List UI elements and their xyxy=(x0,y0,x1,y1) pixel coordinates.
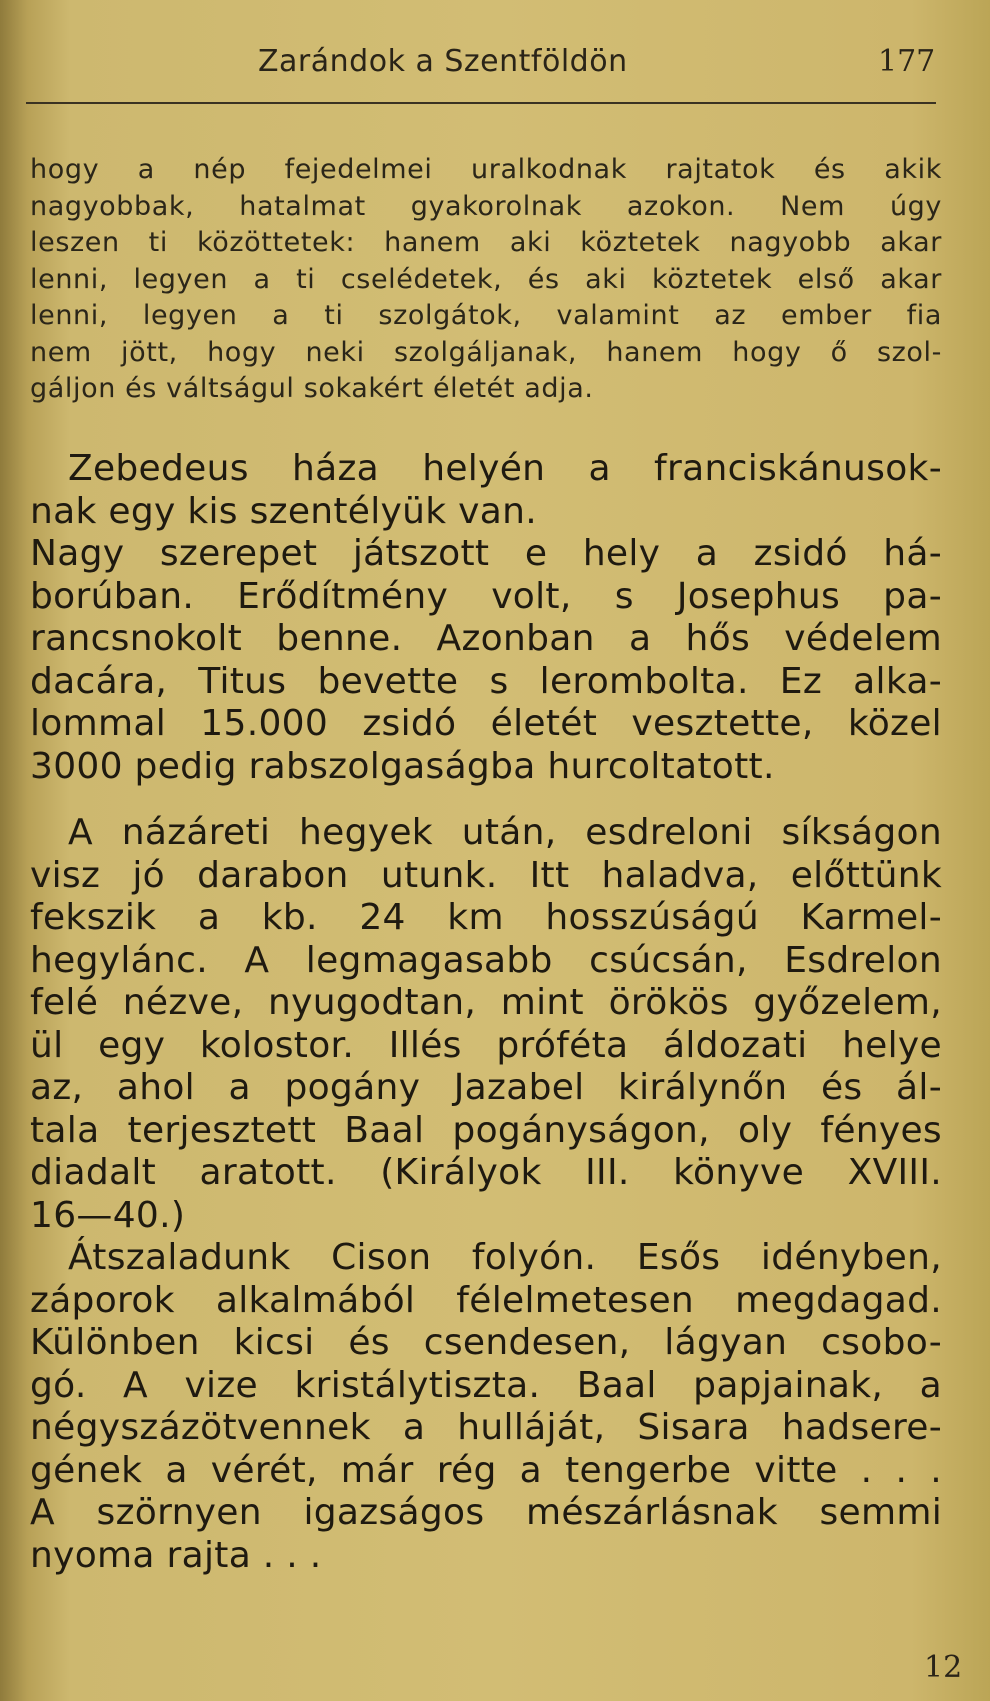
text-line: gó. A vize kristálytiszta. Baal papjainak, a xyxy=(30,1364,942,1406)
paragraph-zebedeus xyxy=(30,448,942,788)
text-line: nagyobbak, hatalmat gyakorolnak azokon. Nem úgy xyxy=(30,190,942,222)
text-line: Különben kicsi és csendesen, lágyan csobo- xyxy=(30,1322,942,1363)
text-line: nyoma rajta . . . xyxy=(30,1534,322,1576)
text-line: lenni, legyen a ti szolgátok, valamint az ember fia xyxy=(30,300,942,331)
running-title: Zarándok a Szentföldön xyxy=(258,44,628,79)
text-line: gáljon és váltságul sokakért életét adja. xyxy=(30,373,594,404)
text-line: A szörnyen igazságos mészárlásnak semmi xyxy=(30,1492,942,1533)
text-line: fekszik a kb. 24 km hosszúságú Karmel- xyxy=(30,897,942,938)
text-line: ül egy kolostor. Illés próféta áldozati helye xyxy=(30,1024,942,1066)
text-line: nak egy kis szentélyük van. xyxy=(30,490,537,532)
text-line: hegylánc. A legmagasabb csúcsán, Esdrelon xyxy=(30,939,942,981)
signature-mark: 12 xyxy=(924,1650,963,1685)
text-line: leszen ti közöttetek: hanem aki köztetek nagyobb akar xyxy=(30,227,942,258)
text-line: borúban. Erődítmény volt, s Josephus pa- xyxy=(30,575,942,617)
text-line: rancsnokolt benne. Azonban a hős védelem xyxy=(30,618,942,659)
text-line: Nagy szerepet játszott e hely a zsidó há- xyxy=(30,533,942,574)
text-line: záporok alkalmából félelmetesen megdagad. xyxy=(30,1279,942,1321)
paragraph-karmel xyxy=(30,812,942,1237)
text-line: diadalt aratott. (Királyok III. könyve XVIII. xyxy=(30,1152,942,1193)
page-number: 177 xyxy=(878,44,936,79)
text-line: lenni, legyen a ti cselédetek, és aki köztetek első akar xyxy=(30,263,942,295)
text-line: felé nézve, nyugodtan, mint örökös győzelem, xyxy=(30,982,942,1023)
text-line: visz jó darabon utunk. Itt haladva, előttünk xyxy=(30,854,942,896)
text-line: A názáreti hegyek után, esdreloni síkságon xyxy=(68,812,942,853)
page-header xyxy=(0,44,990,88)
text-line: tala terjesztett Baal pogányságon, oly fényes xyxy=(30,1109,942,1151)
text-line: 16—40.) xyxy=(30,1194,186,1236)
quoted-passage xyxy=(30,152,942,408)
text-line: Átszaladunk Cison folyón. Esős idényben, xyxy=(68,1237,942,1278)
text-line: négyszázötvennek a hulláját, Sisara hadsere- xyxy=(30,1407,942,1448)
text-line: gének a vérét, már rég a tengerbe vitte . . . xyxy=(30,1449,942,1491)
paragraph-cison xyxy=(30,1237,942,1577)
text-line: hogy a nép fejedelmei uralkodnak rajtatok és akik xyxy=(30,154,942,185)
text-line: lommal 15.000 zsidó életét vesztette, közel xyxy=(30,703,942,744)
text-line: nem jött, hogy neki szolgáljanak, hanem hogy ő szol- xyxy=(30,336,942,368)
header-rule xyxy=(26,102,936,104)
text-line: dacára, Titus bevette s lerombolta. Ez alka- xyxy=(30,660,942,702)
text-line: 3000 pedig rabszolgaságba hurcoltatott. xyxy=(30,745,775,787)
text-line: Zebedeus háza helyén a franciskánusok- xyxy=(68,448,942,489)
text-line: az, ahol a pogány Jazabel királynőn és ál- xyxy=(30,1067,942,1108)
